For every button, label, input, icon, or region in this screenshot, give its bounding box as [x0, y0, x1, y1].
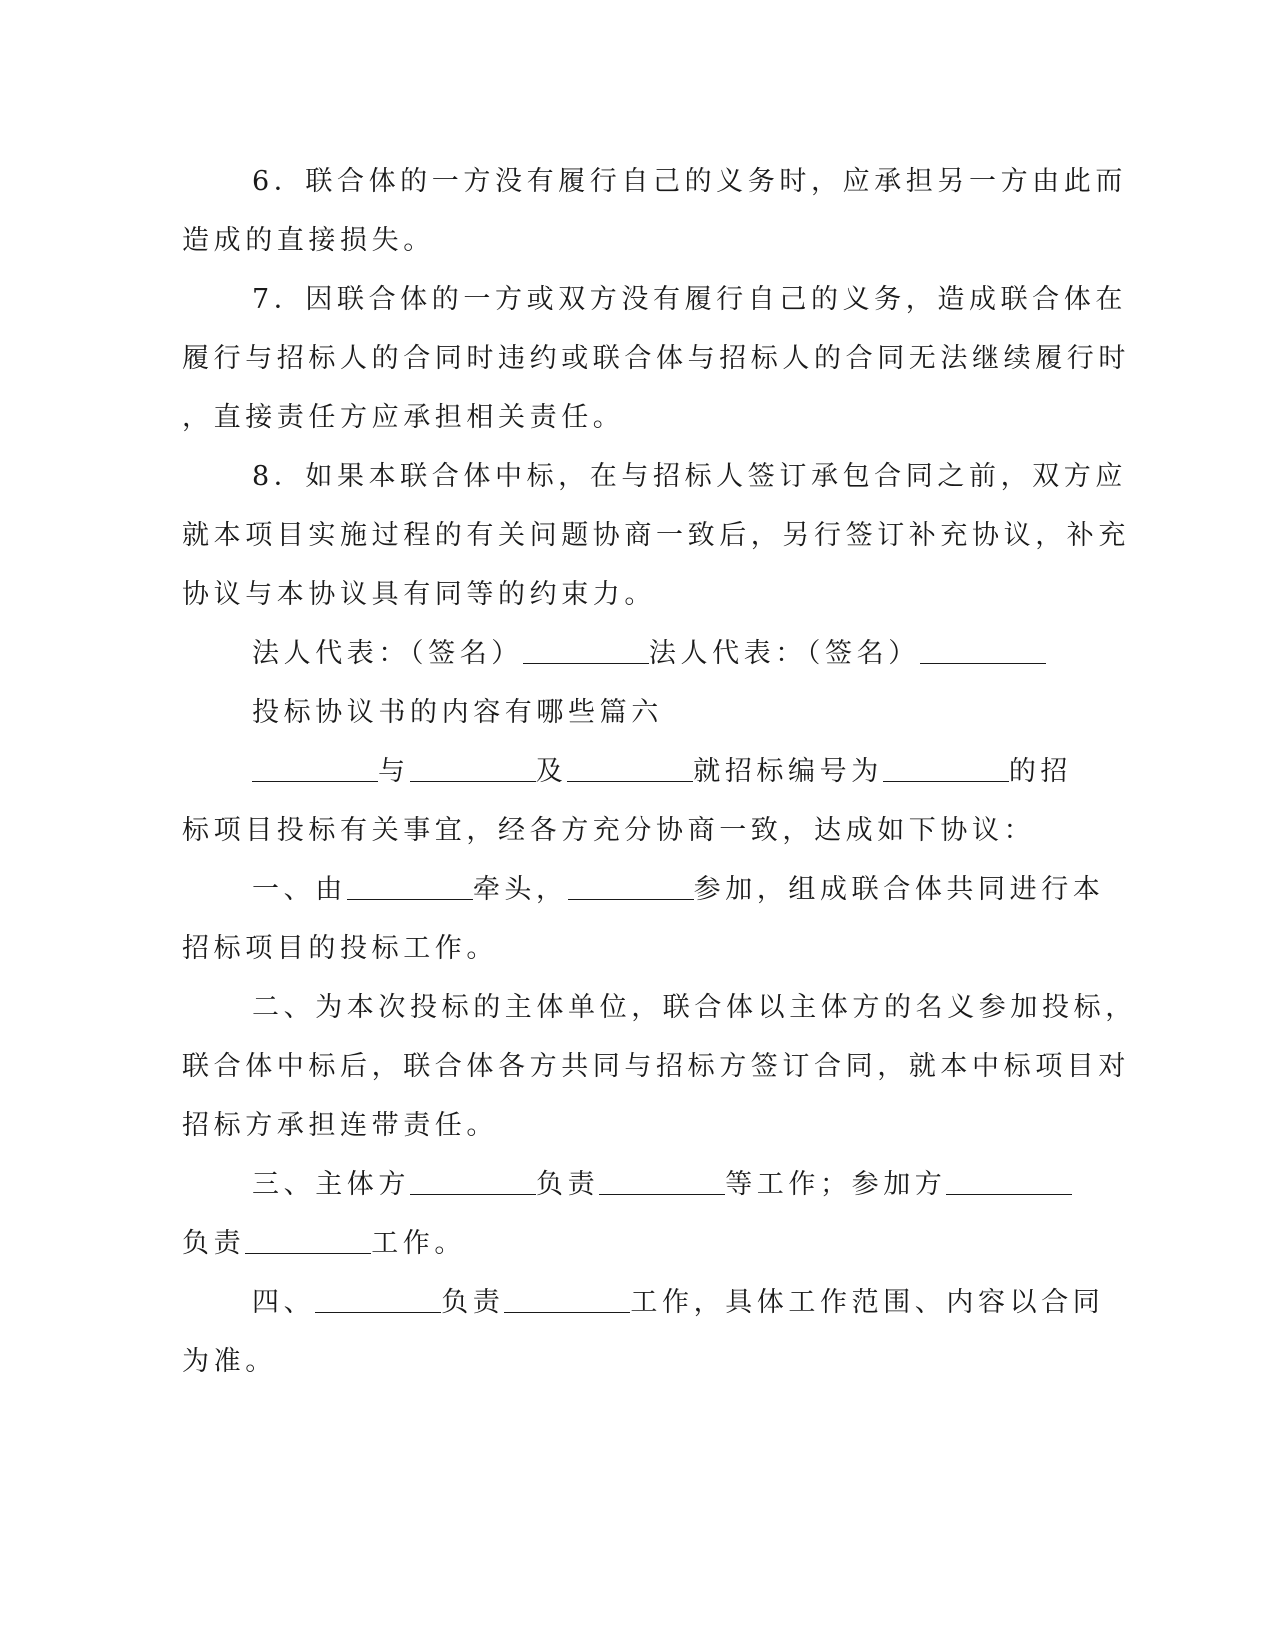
clause-3-line-2 — [182, 1224, 1062, 1264]
clause-4-prefix: 四、 — [252, 1287, 316, 1318]
clause-1-prefix: 一、由 — [252, 874, 347, 905]
signature-label-party-a: 法人代表：（签名） — [252, 638, 523, 669]
clause-2-line-3: 招标方承担连带责任。 — [182, 1110, 498, 1141]
signature-label-party-b: 法人代表：（签名） — [648, 638, 920, 669]
paragraph-6-line-2: 造成的直接损失。 — [182, 225, 435, 256]
section-heading: 投标协议书的内容有哪些篇六 — [252, 697, 663, 728]
clause-4-responsible: 负责 — [441, 1287, 505, 1318]
clause-1-lead: 牵头， — [472, 874, 568, 905]
intro-and: 及 — [535, 756, 568, 787]
clause-4-line-1 — [252, 1283, 1132, 1323]
clause-2-line-1: 二、为本次投标的主体单位，联合体以主体方的名义参加投标， — [252, 992, 1137, 1023]
clause-4-party-blank[interactable] — [315, 1288, 441, 1313]
joining-party-work-blank[interactable] — [245, 1229, 371, 1254]
party-3-blank[interactable] — [567, 757, 693, 782]
intro-line-1 — [252, 752, 1132, 792]
paragraph-6-line-1: 6．联合体的一方没有履行自己的义务时，应承担另一方由此而 — [252, 166, 1127, 197]
intro-with: 与 — [378, 756, 410, 787]
intro-tender-number-text: 就招标编号为 — [693, 756, 883, 787]
intro-of-zhao: 的招 — [1008, 756, 1073, 787]
paragraph-7-line-2: 履行与招标人的合同时违约或联合体与招标人的合同无法继续履行时 — [182, 343, 1130, 374]
clause-1-line-2: 招标项目的投标工作。 — [182, 933, 498, 964]
clause-3-line-1 — [252, 1165, 1132, 1205]
signature-blank-party-b[interactable] — [920, 639, 1046, 664]
clause-4-work-blank[interactable] — [504, 1288, 630, 1313]
main-party-work-blank[interactable] — [599, 1170, 725, 1195]
clause-2-line-2: 联合体中标后，联合体各方共同与招标方签订合同，就本中标项目对 — [182, 1051, 1130, 1082]
signature-blank-party-a[interactable] — [523, 639, 649, 664]
paragraph-7-line-3: ，直接责任方应承担相关责任。 — [182, 402, 625, 433]
party-1-blank[interactable] — [252, 757, 378, 782]
clause-3-responsible: 负责 — [536, 1169, 600, 1200]
clause-3-etc-work: 等工作；参加方 — [725, 1169, 947, 1200]
clause-4-rest: 工作，具体工作范围、内容以合同 — [630, 1287, 1105, 1318]
clause-3-prefix: 三、主体方 — [252, 1169, 410, 1200]
paragraph-8-line-1: 8．如果本联合体中标，在与招标人签订承包合同之前，双方应 — [252, 461, 1127, 492]
clause-3-responsible-2: 负责 — [182, 1228, 246, 1259]
tender-number-blank[interactable] — [883, 757, 1009, 782]
main-party-blank[interactable] — [410, 1170, 536, 1195]
clause-3-work-end: 工作。 — [371, 1228, 467, 1259]
paragraph-8-line-3: 协议与本协议具有同等的约束力。 — [182, 579, 656, 610]
joining-party-blank[interactable] — [946, 1170, 1072, 1195]
paragraph-7-line-1: 7．因联合体的一方或双方没有履行自己的义务，造成联合体在 — [252, 284, 1127, 315]
signature-line — [252, 634, 1132, 674]
clause-4-line-2: 为准。 — [182, 1346, 277, 1377]
intro-line-2: 标项目投标有关事宜，经各方充分协商一致，达成如下协议： — [182, 815, 1036, 846]
clause-1-line-1 — [252, 870, 1132, 910]
lead-party-blank[interactable] — [347, 875, 473, 900]
member-party-blank[interactable] — [568, 875, 694, 900]
paragraph-8-line-2: 就本项目实施过程的有关问题协商一致后，另行签订补充协议，补充 — [182, 520, 1130, 551]
clause-1-join: 参加，组成联合体共同进行本 — [693, 874, 1105, 905]
party-2-blank[interactable] — [410, 757, 536, 782]
